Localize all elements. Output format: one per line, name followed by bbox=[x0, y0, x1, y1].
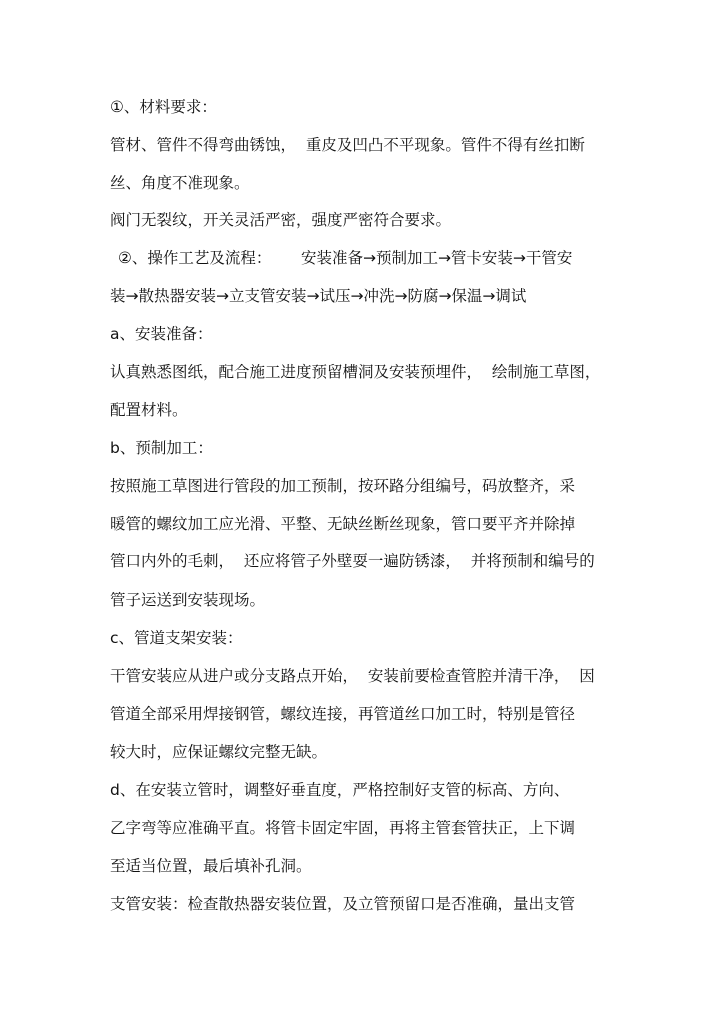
paragraph-line: 暖管的螺纹加工应光滑、平整、无缺丝断丝现象，管口要平齐并除掉 bbox=[110, 515, 576, 533]
paragraph-line: 管口内外的毛刺， 还应将管子外壁耍一遍防锈漆， 并将预制和编号的 bbox=[110, 552, 595, 570]
paragraph-line: 配置材料。 bbox=[110, 401, 188, 419]
heading-prefabrication: b、预制加工： bbox=[110, 439, 213, 457]
paragraph-line: 管子运送到安装现场。 bbox=[110, 591, 266, 609]
paragraph-line: 管道全部采用焊接钢管，螺纹连接，再管道丝口加工时，特别是管径 bbox=[110, 705, 576, 723]
heading-installation-prep: a、安装准备： bbox=[110, 325, 213, 343]
paragraph-line: 较大时，应保证螺纹完整无缺。 bbox=[110, 743, 328, 761]
paragraph-line: 干管安装应从进户或分支路点开始， 安装前要检查管腔并清干净， 因 bbox=[110, 667, 595, 685]
heading-pipe-support: c、管道支架安装： bbox=[110, 629, 243, 647]
paragraph-line: 阀门无裂纹，开关灵活严密，强度严密符合要求。 bbox=[110, 211, 452, 229]
paragraph-line: 丝、角度不准现象。 bbox=[110, 174, 250, 192]
paragraph-line: 管材、管件不得弯曲锈蚀， 重皮及凹凸不平现象。管件不得有丝扣断 bbox=[110, 136, 585, 154]
heading-material-requirements: ①、材料要求： bbox=[110, 98, 217, 116]
paragraph-line: 至适当位置，最后填补孔洞。 bbox=[110, 857, 312, 875]
paragraph-line: 支管安装：检查散热器安装位置，及立管预留口是否准确，量出支管 bbox=[110, 895, 576, 913]
paragraph-line: 乙字弯等应准确平直。将管卡固定牢固，再将主管套管扶正，上下调 bbox=[110, 819, 576, 837]
heading-process-flow: ②、操作工艺及流程： 安装准备→预制加工→管卡安装→干管安 bbox=[118, 249, 573, 267]
paragraph-line: 按照施工草图进行管段的加工预制，按环路分组编号，码放整齐，采 bbox=[110, 477, 576, 495]
paragraph-line: 装→散热器安装→立支管安装→试压→冲洗→防腐→保温→调试 bbox=[110, 287, 527, 305]
heading-riser-install: d、在安装立管时，调整好垂直度，严格控制好支管的标高、方向、 bbox=[110, 781, 570, 799]
paragraph-line: 认真熟悉图纸，配合施工进度预留槽洞及安装预埋件， 绘制施工草图， bbox=[110, 363, 601, 381]
